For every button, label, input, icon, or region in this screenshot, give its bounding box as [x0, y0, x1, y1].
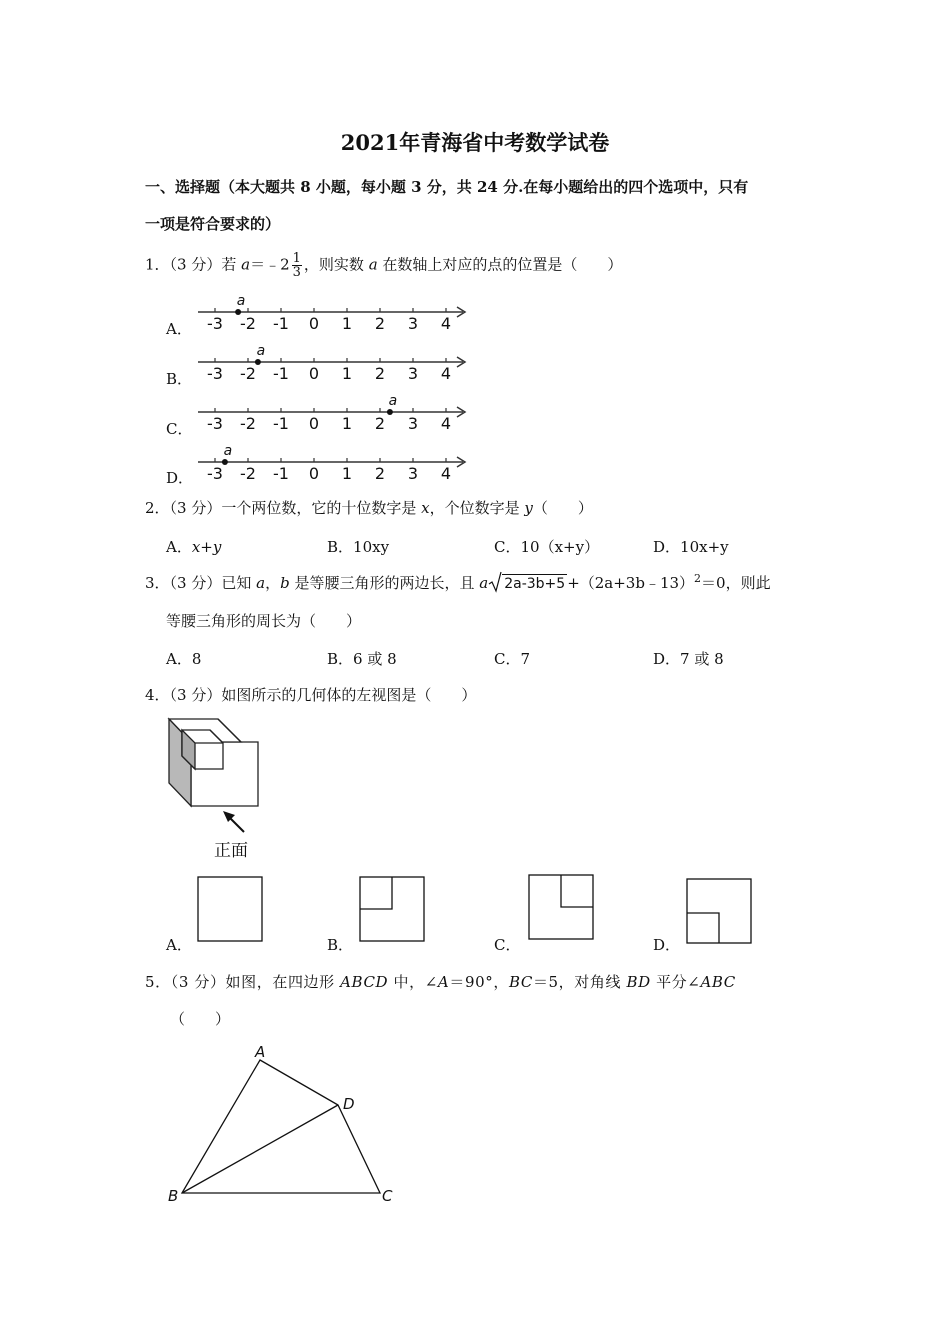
q2-option-a[interactable]: [166, 536, 221, 557]
q1-number-line-c: [195, 388, 475, 430]
number-line-tick-label: -1: [273, 464, 289, 480]
q3-option-d[interactable]: [653, 648, 724, 669]
q4-option-b-figure: [359, 876, 427, 944]
q5-deg: ＝90°，: [449, 973, 509, 991]
number-line-point: [222, 459, 228, 465]
number-line-tick-label: 2: [374, 314, 386, 330]
q2-option-a-label: A．: [166, 538, 192, 556]
q5-quadrilateral-figure: [160, 1040, 410, 1210]
number-line-point: [387, 409, 393, 415]
number-line-point-label: a: [388, 393, 398, 409]
number-line-tick-label: -3: [207, 364, 223, 380]
q5-label-b: B: [168, 1187, 179, 1205]
number-line-tick-label: 4: [440, 414, 452, 430]
q3-var-b: b: [280, 574, 290, 592]
number-line-tick-label: 4: [440, 464, 452, 480]
q4-option-c-figure: [528, 874, 596, 942]
q1-frac-num: 1: [292, 251, 301, 266]
q1-var-a: a: [241, 255, 251, 274]
number-line-tick-label: -1: [273, 314, 289, 330]
number-line-tick-label: -2: [240, 364, 256, 380]
number-line-tick-label: 0: [308, 314, 320, 330]
q3-sup: 2: [694, 572, 702, 585]
page-title: 2021年青海省中考数学试卷: [340, 130, 610, 155]
q2-option-c-label: C．: [494, 538, 521, 556]
number-line-tick-label: -1: [273, 364, 289, 380]
sqrt-sign-icon: [488, 571, 502, 593]
number-line-tick-label: -3: [207, 314, 223, 330]
q3-option-a-text: 8: [191, 650, 202, 668]
q1-prefix: 1．（3 分）若: [145, 255, 242, 274]
number-line-tick-label: 0: [308, 364, 320, 380]
q5-label-c: C: [382, 1187, 393, 1205]
q1-eq: ＝﹣2: [250, 255, 290, 274]
number-line-tick-label: -3: [207, 414, 223, 430]
q3-option-c[interactable]: [494, 648, 530, 669]
number-line-tick-label: 2: [374, 364, 386, 380]
q3-after: +（2a+3b﹣13）: [567, 574, 695, 592]
q4-solid-figure: [165, 716, 270, 866]
q3-end: ＝0，则此: [701, 574, 771, 592]
q3-option-b-text: 6 或 8: [353, 650, 397, 668]
q3-sqrt: [488, 574, 567, 592]
q5-eq5: ＝5，对角线: [532, 973, 627, 991]
q2-var-x: x: [421, 499, 430, 517]
q4-option-a-figure: [197, 876, 265, 944]
q3-mid: 是等腰三角形的两边长，且: [289, 574, 480, 592]
q5-label-d: D: [343, 1095, 355, 1113]
number-line-tick-label: -2: [240, 464, 256, 480]
q3-option-a-label: A．: [166, 650, 192, 668]
q2-suffix: （ ）: [532, 499, 593, 517]
q2-option-d-text: 10x+y: [680, 538, 729, 556]
q1-option-a-label[interactable]: A．: [166, 320, 192, 338]
q5-mid: 中，∠: [388, 973, 438, 991]
q4-front-label: 正面: [214, 841, 248, 861]
question-3-line2: 等腰三角形的周长为（ ）: [166, 612, 362, 630]
number-line-tick-label: 0: [308, 464, 320, 480]
q2-option-b-text: 10xy: [353, 538, 390, 556]
question-5-line1: [145, 971, 736, 992]
number-line-tick-label: -3: [207, 464, 223, 480]
number-line-point: [235, 309, 241, 315]
number-line-point-label: a: [236, 293, 246, 309]
q5-label-a: A: [255, 1043, 266, 1061]
q5-prefix: 5．（3 分）如图，在四边形: [145, 973, 341, 991]
q4-option-d-label[interactable]: D．: [653, 936, 681, 954]
number-line-tick-label: 4: [440, 364, 452, 380]
q1-fraction: [292, 252, 302, 279]
number-line-point-label: a: [256, 343, 266, 359]
question-5-line2: （ ）: [170, 1010, 231, 1028]
number-line-tick-label: -1: [273, 414, 289, 430]
q3-option-c-text: 7: [520, 650, 531, 668]
number-line-point: [255, 359, 261, 365]
number-line-tick-label: 1: [341, 364, 353, 380]
q3-comma: ，: [265, 574, 281, 592]
question-4: 4．（3 分）如图所示的几何体的左视图是（ ）: [145, 686, 477, 704]
q3-var-a2: a: [479, 574, 489, 592]
q3-prefix: 3．（3 分）已知: [145, 574, 257, 592]
q3-option-d-text: 7 或 8: [680, 650, 724, 668]
number-line-tick-label: 1: [341, 314, 353, 330]
number-line-tick-label: 2: [374, 464, 386, 480]
number-line-tick-label: 3: [407, 414, 419, 430]
q3-option-b-label: B．: [327, 650, 354, 668]
q3-option-b[interactable]: [327, 648, 397, 669]
q1-option-c-label[interactable]: C．: [166, 420, 193, 438]
q1-frac-den: 3: [292, 265, 301, 280]
number-line-tick-label: -2: [240, 414, 256, 430]
q5-bc: BC: [508, 973, 533, 991]
number-line-tick-label: 0: [308, 414, 320, 430]
q2-option-d[interactable]: [653, 536, 729, 557]
q2-option-b[interactable]: [327, 536, 389, 557]
q1-var-a2: a: [368, 255, 378, 274]
number-line-tick-label: 4: [440, 314, 452, 330]
q2-option-a-text: x+y: [191, 538, 222, 556]
q5-abcd: ABCD: [340, 973, 389, 991]
q3-var-a: a: [256, 574, 266, 592]
number-line-tick-label: 3: [407, 364, 419, 380]
q2-mid: ，个位数字是: [429, 499, 525, 517]
q3-radicand: 2a-3b+5: [504, 576, 566, 592]
number-line-tick-label: 3: [407, 314, 419, 330]
q1-number-line-d: [195, 438, 475, 480]
q2-option-c-text: 10（x+y）: [520, 538, 600, 556]
number-line-point-label: a: [223, 443, 233, 459]
number-line-tick-label: -2: [240, 314, 256, 330]
q3-option-a[interactable]: [166, 648, 201, 669]
number-line-tick-label: 2: [374, 414, 386, 430]
number-line-tick-label: 3: [407, 464, 419, 480]
q1-option-b-label[interactable]: B．: [166, 370, 193, 388]
q1-mid: ，则实数: [303, 255, 369, 274]
q5-angle-a: A: [437, 973, 450, 991]
q1-number-line-a: [195, 288, 475, 330]
q2-prefix: 2．（3 分）一个两位数，它的十位数字是: [145, 499, 422, 517]
q5-bd: BD: [626, 973, 651, 991]
q3-option-c-label: C．: [494, 650, 521, 668]
q5-bisect: 平分∠: [650, 973, 701, 991]
section-heading-line1: 一、选择题（本大题共 8 小题，每小题 3 分，共 24 分.在每小题给出的四个选项中，只有: [145, 178, 749, 196]
q2-option-c[interactable]: [494, 536, 599, 557]
question-2: [145, 497, 593, 518]
q5-abc: ABC: [700, 973, 736, 991]
q4-option-b-label[interactable]: B．: [327, 936, 354, 954]
q1-number-line-b: [195, 338, 475, 380]
q4-option-c-label[interactable]: C．: [494, 936, 521, 954]
q1-option-d-label[interactable]: D．: [166, 469, 194, 487]
q1-suffix: 在数轴上对应的点的位置是（ ）: [377, 255, 623, 274]
q4-option-a-label[interactable]: A．: [166, 936, 192, 954]
question-1: [145, 252, 622, 279]
q4-option-d-figure: [686, 878, 754, 946]
question-3-line1: [145, 572, 771, 593]
section-heading-line2: 一项是符合要求的）: [145, 215, 281, 233]
q2-var-y: y: [524, 499, 533, 517]
q2-option-b-label: B．: [327, 538, 354, 556]
number-line-tick-label: 1: [341, 414, 353, 430]
q3-option-d-label: D．: [653, 650, 681, 668]
q2-option-d-label: D．: [653, 538, 681, 556]
number-line-tick-label: 1: [341, 464, 353, 480]
